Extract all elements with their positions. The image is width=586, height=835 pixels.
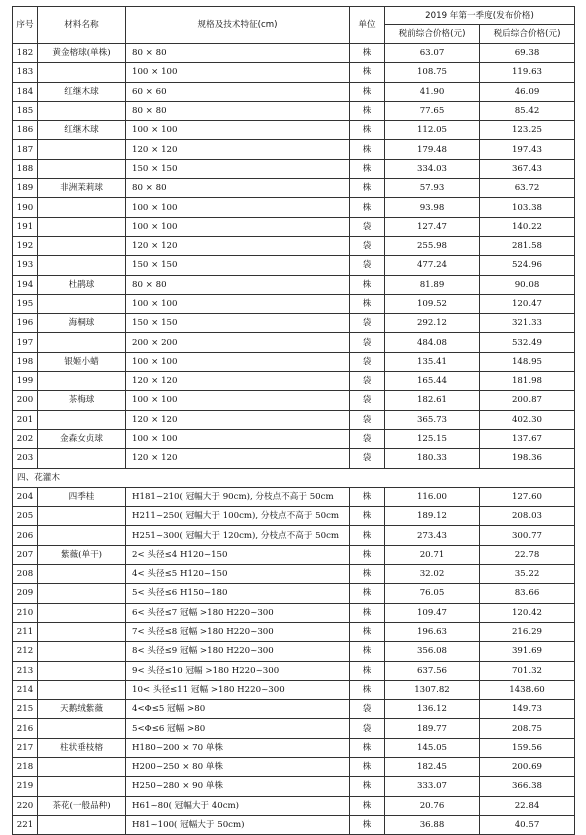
row-number: 186 [13, 121, 38, 140]
pre-tax-price: 93.98 [385, 198, 480, 217]
material-name: 四季桂 [38, 487, 126, 506]
row-number: 217 [13, 738, 38, 757]
spec-cell: 5<Φ≤6 冠幅 >80 [126, 719, 350, 738]
post-tax-price: 300.77 [480, 526, 575, 545]
unit-cell: 株 [350, 140, 385, 159]
pre-tax-price: 292.12 [385, 314, 480, 333]
spec-cell: 100 × 100 [126, 198, 350, 217]
unit-cell: 株 [350, 44, 385, 63]
spec-cell: H211~250( 冠幅大于 100cm), 分枝点不高于 50cm [126, 507, 350, 526]
table-row [13, 44, 575, 63]
unit-cell: 株 [350, 198, 385, 217]
row-number: 194 [13, 275, 38, 294]
post-tax-price: 208.03 [480, 507, 575, 526]
material-name [38, 565, 126, 584]
material-name [38, 661, 126, 680]
table-row [13, 757, 575, 776]
pre-tax-price: 81.89 [385, 275, 480, 294]
table-row [13, 159, 575, 178]
post-tax-price: 149.73 [480, 700, 575, 719]
spec-cell: 4<Φ≤5 冠幅 >80 [126, 700, 350, 719]
spec-cell: 6< 头径≤7 冠幅 >180 H220~300 [126, 603, 350, 622]
row-number: 191 [13, 217, 38, 236]
pre-tax-price: 333.07 [385, 777, 480, 796]
pre-tax-price: 1307.82 [385, 680, 480, 699]
unit-cell: 株 [350, 294, 385, 313]
material-name: 柱状垂枝榕 [38, 738, 126, 757]
table-row [13, 294, 575, 313]
pre-tax-price: 477.24 [385, 256, 480, 275]
pre-tax-price: 136.12 [385, 700, 480, 719]
post-tax-price: 197.43 [480, 140, 575, 159]
unit-cell: 袋 [350, 236, 385, 255]
spec-cell: H250~280 × 90 单株 [126, 777, 350, 796]
material-name [38, 680, 126, 699]
material-name: 茶花(一般品种) [38, 796, 126, 815]
material-name [38, 507, 126, 526]
pre-tax-price: 63.07 [385, 44, 480, 63]
table-row [13, 217, 575, 236]
unit-cell: 株 [350, 526, 385, 545]
post-tax-price: 103.38 [480, 198, 575, 217]
row-number: 211 [13, 622, 38, 641]
table-row [13, 796, 575, 815]
header-post-tax: 税后综合价格(元) [480, 25, 575, 44]
post-tax-price: 35.22 [480, 565, 575, 584]
unit-cell: 袋 [350, 352, 385, 371]
row-number: 205 [13, 507, 38, 526]
material-name [38, 603, 126, 622]
table-row [13, 661, 575, 680]
spec-cell: 80 × 80 [126, 101, 350, 120]
material-name [38, 101, 126, 120]
material-name [38, 372, 126, 391]
table-row [13, 179, 575, 198]
pre-tax-price: 20.76 [385, 796, 480, 815]
unit-cell: 株 [350, 565, 385, 584]
unit-cell: 株 [350, 82, 385, 101]
post-tax-price: 140.22 [480, 217, 575, 236]
post-tax-price: 22.78 [480, 545, 575, 564]
material-name: 红继木球 [38, 82, 126, 101]
pre-tax-price: 365.73 [385, 410, 480, 429]
row-number: 214 [13, 680, 38, 699]
unit-cell: 株 [350, 275, 385, 294]
material-name: 紫薇(单干) [38, 545, 126, 564]
post-tax-price: 391.69 [480, 642, 575, 661]
post-tax-price: 46.09 [480, 82, 575, 101]
post-tax-price: 200.87 [480, 391, 575, 410]
pre-tax-price: 334.03 [385, 159, 480, 178]
material-name [38, 642, 126, 661]
pre-tax-price: 36.88 [385, 815, 480, 834]
spec-cell: 80 × 80 [126, 275, 350, 294]
spec-cell: H200~250 × 80 单株 [126, 757, 350, 776]
pre-tax-price: 125.15 [385, 429, 480, 448]
post-tax-price: 216.29 [480, 622, 575, 641]
row-number: 215 [13, 700, 38, 719]
post-tax-price: 123.25 [480, 121, 575, 140]
spec-cell: 7< 头径≤8 冠幅 >180 H220~300 [126, 622, 350, 641]
row-number: 184 [13, 82, 38, 101]
spec-cell: 200 × 200 [126, 333, 350, 352]
pre-tax-price: 127.47 [385, 217, 480, 236]
post-tax-price: 85.42 [480, 101, 575, 120]
pre-tax-price: 116.00 [385, 487, 480, 506]
material-name [38, 410, 126, 429]
spec-cell: 100 × 100 [126, 217, 350, 236]
table-row [13, 700, 575, 719]
pre-tax-price: 356.08 [385, 642, 480, 661]
post-tax-price: 200.69 [480, 757, 575, 776]
spec-cell: 80 × 80 [126, 179, 350, 198]
row-number: 199 [13, 372, 38, 391]
pre-tax-price: 189.77 [385, 719, 480, 738]
unit-cell: 株 [350, 738, 385, 757]
pre-tax-price: 32.02 [385, 565, 480, 584]
material-name [38, 217, 126, 236]
material-name [38, 198, 126, 217]
material-name: 红继木球 [38, 121, 126, 140]
table-row [13, 565, 575, 584]
table-row [13, 777, 575, 796]
material-name [38, 256, 126, 275]
unit-cell: 袋 [350, 719, 385, 738]
pre-tax-price: 196.63 [385, 622, 480, 641]
row-number: 212 [13, 642, 38, 661]
header-row-1 [13, 7, 575, 25]
unit-cell: 株 [350, 487, 385, 506]
unit-cell: 株 [350, 121, 385, 140]
material-name [38, 63, 126, 82]
post-tax-price: 1438.60 [480, 680, 575, 699]
row-number: 203 [13, 449, 38, 468]
table-row [13, 603, 575, 622]
pre-tax-price: 108.75 [385, 63, 480, 82]
price-table [12, 6, 575, 835]
spec-cell: 150 × 150 [126, 159, 350, 178]
row-number: 209 [13, 584, 38, 603]
pre-tax-price: 145.05 [385, 738, 480, 757]
material-name [38, 159, 126, 178]
post-tax-price: 127.60 [480, 487, 575, 506]
post-tax-price: 120.42 [480, 603, 575, 622]
row-number: 206 [13, 526, 38, 545]
spec-cell: 100 × 100 [126, 121, 350, 140]
pre-tax-price: 484.08 [385, 333, 480, 352]
row-number: 213 [13, 661, 38, 680]
post-tax-price: 120.47 [480, 294, 575, 313]
pre-tax-price: 76.05 [385, 584, 480, 603]
table-row [13, 198, 575, 217]
spec-cell: 120 × 120 [126, 410, 350, 429]
spec-cell: 2< 头径≤4 H120~150 [126, 545, 350, 564]
row-number: 202 [13, 429, 38, 448]
header-name: 材料名称 [38, 7, 126, 44]
spec-cell: 60 × 60 [126, 82, 350, 101]
table-row [13, 680, 575, 699]
unit-cell: 株 [350, 661, 385, 680]
spec-cell: 120 × 120 [126, 140, 350, 159]
material-name [38, 140, 126, 159]
row-number: 183 [13, 63, 38, 82]
post-tax-price: 701.32 [480, 661, 575, 680]
unit-cell: 株 [350, 642, 385, 661]
row-number: 193 [13, 256, 38, 275]
spec-cell: 100 × 100 [126, 63, 350, 82]
table-row [13, 352, 575, 371]
material-name: 黄金榕球(单株) [38, 44, 126, 63]
unit-cell: 株 [350, 796, 385, 815]
table-row [13, 314, 575, 333]
spec-cell: 4< 头径≤5 H120~150 [126, 565, 350, 584]
unit-cell: 株 [350, 101, 385, 120]
row-number: 190 [13, 198, 38, 217]
spec-cell: H81~100( 冠幅大于 50cm) [126, 815, 350, 834]
unit-cell: 株 [350, 507, 385, 526]
spec-cell: 5< 头径≤6 H150~180 [126, 584, 350, 603]
material-name [38, 815, 126, 834]
table-row [13, 815, 575, 834]
post-tax-price: 366.38 [480, 777, 575, 796]
spec-cell: 100 × 100 [126, 429, 350, 448]
row-number: 201 [13, 410, 38, 429]
spec-cell: 150 × 150 [126, 256, 350, 275]
spec-cell: 150 × 150 [126, 314, 350, 333]
pre-tax-price: 135.41 [385, 352, 480, 371]
pre-tax-price: 77.65 [385, 101, 480, 120]
row-number: 198 [13, 352, 38, 371]
material-name: 杜鹃球 [38, 275, 126, 294]
spec-cell: 10< 头径≤11 冠幅 >180 H220~300 [126, 680, 350, 699]
table-row [13, 642, 575, 661]
pre-tax-price: 637.56 [385, 661, 480, 680]
pre-tax-price: 20.71 [385, 545, 480, 564]
material-name [38, 719, 126, 738]
row-number: 221 [13, 815, 38, 834]
spec-cell: H61~80( 冠幅大于 40cm) [126, 796, 350, 815]
post-tax-price: 40.57 [480, 815, 575, 834]
row-number: 207 [13, 545, 38, 564]
pre-tax-price: 182.61 [385, 391, 480, 410]
spec-cell: 100 × 100 [126, 294, 350, 313]
post-tax-price: 367.43 [480, 159, 575, 178]
header-unit: 单位 [350, 7, 385, 44]
material-name [38, 584, 126, 603]
post-tax-price: 137.67 [480, 429, 575, 448]
post-tax-price: 281.58 [480, 236, 575, 255]
post-tax-price: 181.98 [480, 372, 575, 391]
spec-cell: H180~200 × 70 单株 [126, 738, 350, 757]
unit-cell: 株 [350, 584, 385, 603]
material-name: 海桐球 [38, 314, 126, 333]
unit-cell: 株 [350, 179, 385, 198]
row-number: 210 [13, 603, 38, 622]
unit-cell: 袋 [350, 429, 385, 448]
unit-cell: 袋 [350, 391, 385, 410]
material-name [38, 449, 126, 468]
post-tax-price: 119.63 [480, 63, 575, 82]
pre-tax-price: 109.52 [385, 294, 480, 313]
post-tax-price: 198.36 [480, 449, 575, 468]
post-tax-price: 321.33 [480, 314, 575, 333]
table-row [13, 429, 575, 448]
unit-cell: 袋 [350, 217, 385, 236]
post-tax-price: 22.84 [480, 796, 575, 815]
section-title: 四、花灌木 [13, 468, 575, 487]
unit-cell: 株 [350, 159, 385, 178]
unit-cell: 株 [350, 603, 385, 622]
material-name [38, 236, 126, 255]
spec-cell: 120 × 120 [126, 449, 350, 468]
table-row [13, 256, 575, 275]
header-pre-tax: 税前综合价格(元) [385, 25, 480, 44]
row-number: 220 [13, 796, 38, 815]
pre-tax-price: 273.43 [385, 526, 480, 545]
row-number: 185 [13, 101, 38, 120]
table-row [13, 526, 575, 545]
spec-cell: 100 × 100 [126, 352, 350, 371]
unit-cell: 株 [350, 622, 385, 641]
spec-cell: H181~210( 冠幅大于 90cm), 分枝点不高于 50cm [126, 487, 350, 506]
section-row [13, 468, 575, 487]
table-row [13, 410, 575, 429]
table-row [13, 121, 575, 140]
unit-cell: 株 [350, 757, 385, 776]
post-tax-price: 524.96 [480, 256, 575, 275]
pre-tax-price: 57.93 [385, 179, 480, 198]
table-row [13, 487, 575, 506]
material-name [38, 777, 126, 796]
row-number: 197 [13, 333, 38, 352]
spec-cell: 9< 头径≤10 冠幅 >180 H220~300 [126, 661, 350, 680]
row-number: 182 [13, 44, 38, 63]
material-name: 金森女贞球 [38, 429, 126, 448]
post-tax-price: 90.08 [480, 275, 575, 294]
material-name [38, 757, 126, 776]
row-number: 188 [13, 159, 38, 178]
material-name: 银姬小蜡 [38, 352, 126, 371]
table-row [13, 63, 575, 82]
post-tax-price: 532.49 [480, 333, 575, 352]
spec-cell: 120 × 120 [126, 372, 350, 391]
row-number: 192 [13, 236, 38, 255]
post-tax-price: 208.75 [480, 719, 575, 738]
unit-cell: 袋 [350, 256, 385, 275]
post-tax-price: 402.30 [480, 410, 575, 429]
material-name: 非洲茉莉球 [38, 179, 126, 198]
material-name: 天鹅绒紫薇 [38, 700, 126, 719]
post-tax-price: 69.38 [480, 44, 575, 63]
spec-cell: 120 × 120 [126, 236, 350, 255]
material-name [38, 526, 126, 545]
unit-cell: 株 [350, 63, 385, 82]
table-row [13, 82, 575, 101]
unit-cell: 株 [350, 545, 385, 564]
table-row [13, 545, 575, 564]
row-number: 218 [13, 757, 38, 776]
spec-cell: 8< 头径≤9 冠幅 >180 H220~300 [126, 642, 350, 661]
table-row [13, 372, 575, 391]
material-name [38, 294, 126, 313]
table-row [13, 719, 575, 738]
post-tax-price: 63.72 [480, 179, 575, 198]
table-row [13, 391, 575, 410]
header-period: 2019 年第一季度(发布价格) [385, 7, 575, 25]
table-row [13, 449, 575, 468]
material-name [38, 333, 126, 352]
pre-tax-price: 182.45 [385, 757, 480, 776]
table-row [13, 738, 575, 757]
unit-cell: 袋 [350, 372, 385, 391]
unit-cell: 株 [350, 680, 385, 699]
table-row [13, 140, 575, 159]
pre-tax-price: 180.33 [385, 449, 480, 468]
table-row [13, 275, 575, 294]
unit-cell: 株 [350, 815, 385, 834]
unit-cell: 袋 [350, 449, 385, 468]
table-body [13, 44, 575, 835]
table-row [13, 622, 575, 641]
material-name [38, 622, 126, 641]
table-row [13, 584, 575, 603]
row-number: 208 [13, 565, 38, 584]
pre-tax-price: 189.12 [385, 507, 480, 526]
pre-tax-price: 41.90 [385, 82, 480, 101]
unit-cell: 袋 [350, 333, 385, 352]
pre-tax-price: 109.47 [385, 603, 480, 622]
row-number: 195 [13, 294, 38, 313]
pre-tax-price: 255.98 [385, 236, 480, 255]
material-name: 茶梅球 [38, 391, 126, 410]
table-row [13, 507, 575, 526]
row-number: 189 [13, 179, 38, 198]
post-tax-price: 159.56 [480, 738, 575, 757]
table-row [13, 333, 575, 352]
table-row [13, 236, 575, 255]
spec-cell: 100 × 100 [126, 391, 350, 410]
pre-tax-price: 179.48 [385, 140, 480, 159]
row-number: 219 [13, 777, 38, 796]
pre-tax-price: 112.05 [385, 121, 480, 140]
unit-cell: 株 [350, 777, 385, 796]
unit-cell: 袋 [350, 410, 385, 429]
post-tax-price: 83.66 [480, 584, 575, 603]
row-number: 200 [13, 391, 38, 410]
spec-cell: H251~300( 冠幅大于 120cm), 分枝点不高于 50cm [126, 526, 350, 545]
unit-cell: 袋 [350, 700, 385, 719]
row-number: 216 [13, 719, 38, 738]
row-number: 196 [13, 314, 38, 333]
table-row [13, 101, 575, 120]
pre-tax-price: 165.44 [385, 372, 480, 391]
post-tax-price: 148.95 [480, 352, 575, 371]
unit-cell: 袋 [350, 314, 385, 333]
spec-cell: 80 × 80 [126, 44, 350, 63]
header-spec: 规格及技术特征(cm) [126, 7, 350, 44]
row-number: 187 [13, 140, 38, 159]
header-no: 序号 [13, 7, 38, 44]
row-number: 204 [13, 487, 38, 506]
